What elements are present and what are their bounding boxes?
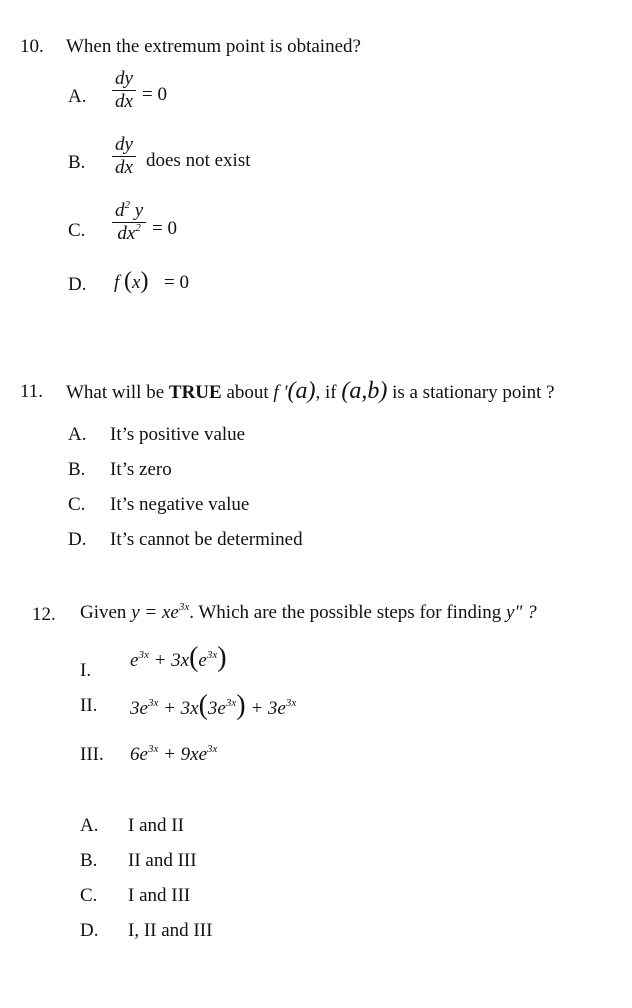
step-expression: $e^{3x} + 3x(e^{3x})$ bbox=[130, 642, 227, 673]
numerator: dy bbox=[115, 134, 133, 155]
question-number: 11. bbox=[20, 381, 44, 402]
question-text: Given $y = xe^{3x}$. Which are the possible steps for finding y" ? bbox=[80, 601, 537, 623]
option-letter: B. bbox=[68, 459, 86, 480]
option-text: I and III bbox=[128, 885, 191, 906]
step-label: I. bbox=[80, 660, 92, 681]
option-rest: does not exist bbox=[146, 150, 251, 171]
function-fx: f (x) bbox=[114, 268, 149, 294]
option-letter: A. bbox=[68, 86, 87, 107]
question-text: When the extremum point is obtained? bbox=[66, 36, 361, 57]
question-text: What will be TRUE about f '(a), if (a,b) is a stationary point ? bbox=[66, 378, 555, 404]
option-letter: D. bbox=[80, 920, 99, 941]
option-letter: C. bbox=[80, 885, 98, 906]
option-text: II and III bbox=[128, 850, 197, 871]
question-number: 10. bbox=[20, 36, 44, 57]
denominator: dx bbox=[115, 157, 133, 178]
numerator: dy bbox=[115, 68, 133, 89]
option-letter: A. bbox=[68, 424, 87, 445]
option-text: It’s positive value bbox=[110, 424, 246, 445]
option-letter: C. bbox=[68, 220, 86, 241]
option-letter: D. bbox=[68, 529, 87, 550]
option-rest: = 0 bbox=[164, 272, 189, 293]
step-label: II. bbox=[80, 695, 98, 716]
option-text: I and II bbox=[128, 815, 184, 836]
option-text: I, II and III bbox=[128, 920, 213, 941]
option-letter: B. bbox=[80, 850, 98, 871]
option-rest: = 0 bbox=[152, 218, 177, 239]
question-number: 12. bbox=[32, 604, 56, 625]
step-expression: $6e^{3x} + 9xe^{3x}$ bbox=[130, 743, 218, 765]
option-letter: A. bbox=[80, 815, 99, 836]
option-text: It’s cannot be determined bbox=[110, 529, 303, 550]
option-text: It’s negative value bbox=[110, 494, 250, 515]
option-text: It’s zero bbox=[110, 459, 172, 480]
option-letter: B. bbox=[68, 152, 86, 173]
option-letter: D. bbox=[68, 274, 87, 295]
denominator: dx bbox=[115, 91, 133, 112]
step-expression: $3e^{3x} + 3x(3e^{3x}) + 3e^{3x}$ bbox=[130, 690, 297, 721]
step-label: III. bbox=[80, 744, 104, 765]
denominator: $dx^2$ bbox=[117, 222, 141, 244]
fraction-dy-dx bbox=[112, 134, 136, 179]
fraction-dy-dx bbox=[112, 68, 136, 113]
fraction-d2y-dx2 bbox=[112, 200, 146, 245]
option-rest: = 0 bbox=[142, 84, 167, 105]
option-letter: C. bbox=[68, 494, 86, 515]
numerator: $d^2$ y bbox=[115, 199, 144, 221]
